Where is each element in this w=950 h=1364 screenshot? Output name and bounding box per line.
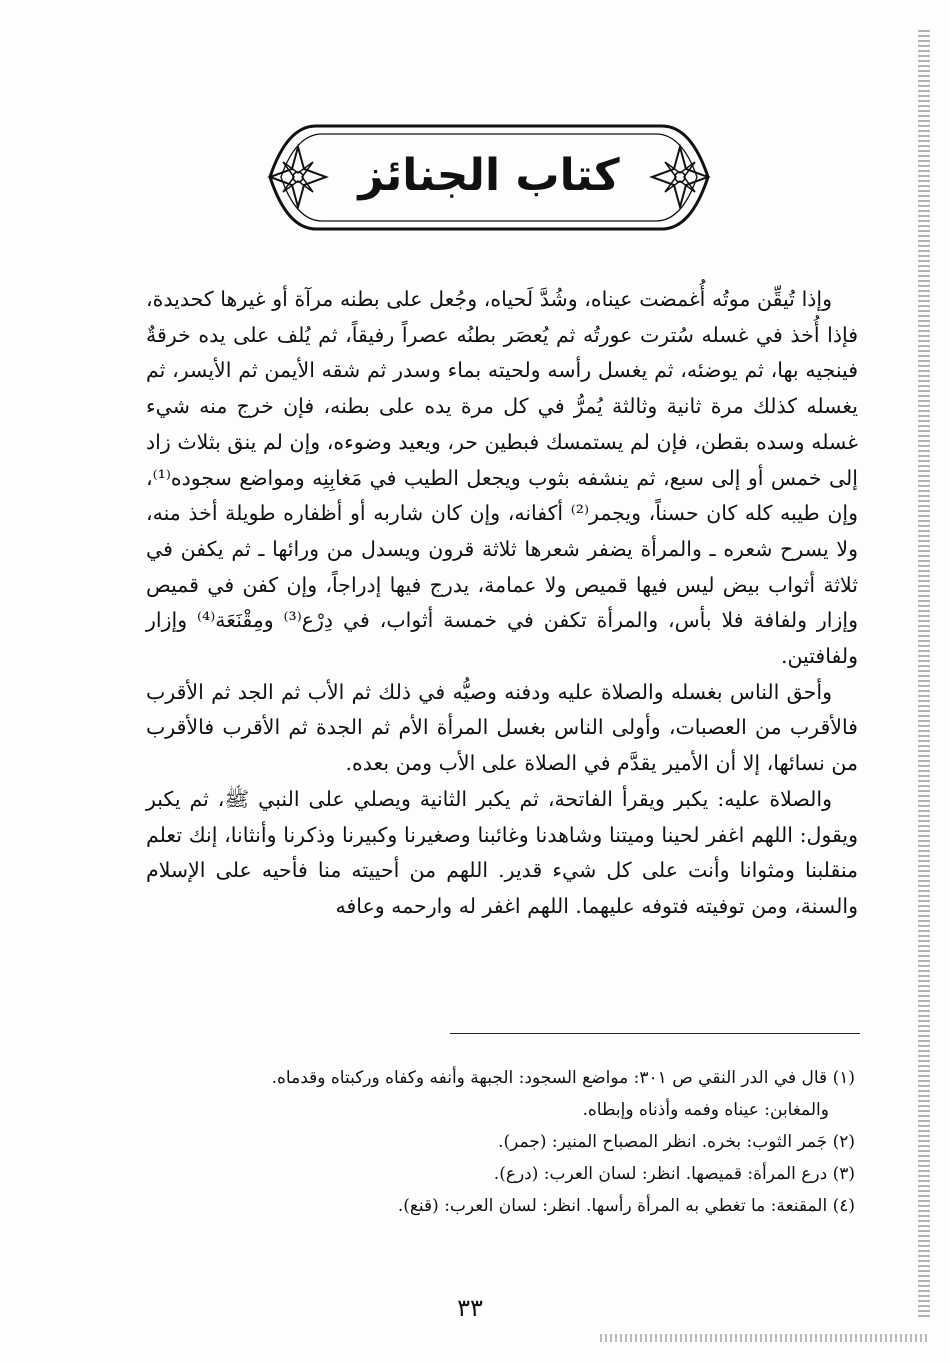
footnote-1: (١) قال في الدر النقي ص ٣٠١: مواضع السجود: الجبهة وأنفه وكفاه وركبتاه وقدماه.	[271, 1068, 855, 1088]
page-number: ٣٣	[457, 1294, 483, 1322]
footnote-2: (٢) جَمر الثوب: بخره. انظر المصباح المنير: (جمر).	[498, 1132, 855, 1152]
paragraph-washing-shrouding: وإذا تُيقِّن موتُه أُغمضت عيناه، وشُدَّ لَحياه، وجُعل على بطنه مرآة أو غيرها كحديدة، فإذا أُخذ في غسله سُترت عورتُه ثم يُعصَر بطنُه عصراً رفيقاً، ثم يُلف على يده خرقةٌ فينجيه بها، ثم يوضئه، ثم يغسل رأسه ولحيته بماء وسدر ثم شقه الأيمن ثم الأيسر، ثم يغسله كذلك مرة ثانية وثالثة يُمرُّ في كل مرة يده على بطنه، فإن خرج منه شيء غسله وسده بقطن، فإن لم يستمسك فبطين حر، ويعيد وضوءه، وإن لم ينق بثلاث زاد إلى خمس أو إلى سبع، ثم ينشفه بثوب ويجعل الطيب في مَغابِنِه ومواضع سجوده⁽¹⁾، وإن طيبه كله كان حسناً، ويجمر⁽²⁾ أكفانه، وإن كان شاربه أو أظفاره طويلة أخذ منه، ولا يسرح شعره ـ والمرأة يضفر شعرها ثلاثة قرون ويسدل من ورائها ـ ثم يكفن في ثلاثة أثواب بيض ليس فيها قميص ولا عمامة، يدرج فيها إدراجاً، وإن كفن في قميص وإزار ولفافة فلا بأس، والمرأة تكفن في خمسة أثواب، في دِرْع⁽³⁾ ومِقْنَعَة⁽⁴⁾ وإزار ولفافتين.	[146, 287, 858, 669]
footnote-1-continuation: والمغابن: عيناه وفمه وأذناه وإبطاه.	[582, 1100, 829, 1120]
main-text	[146, 282, 858, 925]
footnote-3: (٣) درع المرأة: قميصها. انظر: لسان العرب: (درع).	[493, 1164, 855, 1184]
footnote-separator	[450, 1033, 860, 1034]
footnote-4: (٤) المقنعة: ما تغطي به المرأة رأسها. انظر: لسان العرب: (قنع).	[397, 1196, 855, 1216]
decorative-bottom-border	[600, 1334, 930, 1342]
footnotes	[120, 1062, 855, 1222]
decorative-side-border	[918, 30, 930, 1320]
paragraph-who-has-right: وأحق الناس بغسله والصلاة عليه ودفنه وصيُّه في ذلك ثم الأب ثم الجد ثم الأقرب فالأقرب من العصبات، وأولى الناس بغسل المرأة الأم ثم الجدة ثم الأقرب فالأقرب من نسائها، إلا أن الأمير يقدَّم في الصلاة على الأب ومن بعده.	[146, 679, 858, 776]
paragraph-funeral-prayer: والصلاة عليه: يكبر ويقرأ الفاتحة، ثم يكبر الثانية ويصلي على النبي ﷺ، ثم يكبر ويقول: اللهم اغفر لحينا وميتنا وشاهدنا وغائبنا وصغيرنا وكبيرنا وذكرنا وأنثانا، إنك تعلم منقلبنا ومثوانا وأنت على كل شيء قدير. اللهم من أحييته منا فأحيه على الإسلام والسنة، ومن توفيته فتوفه عليهما. اللهم اغفر له وارحمه وعافه	[146, 786, 858, 918]
chapter-title-frame	[246, 120, 732, 235]
chapter-title: كتاب الجنائز	[358, 150, 620, 201]
